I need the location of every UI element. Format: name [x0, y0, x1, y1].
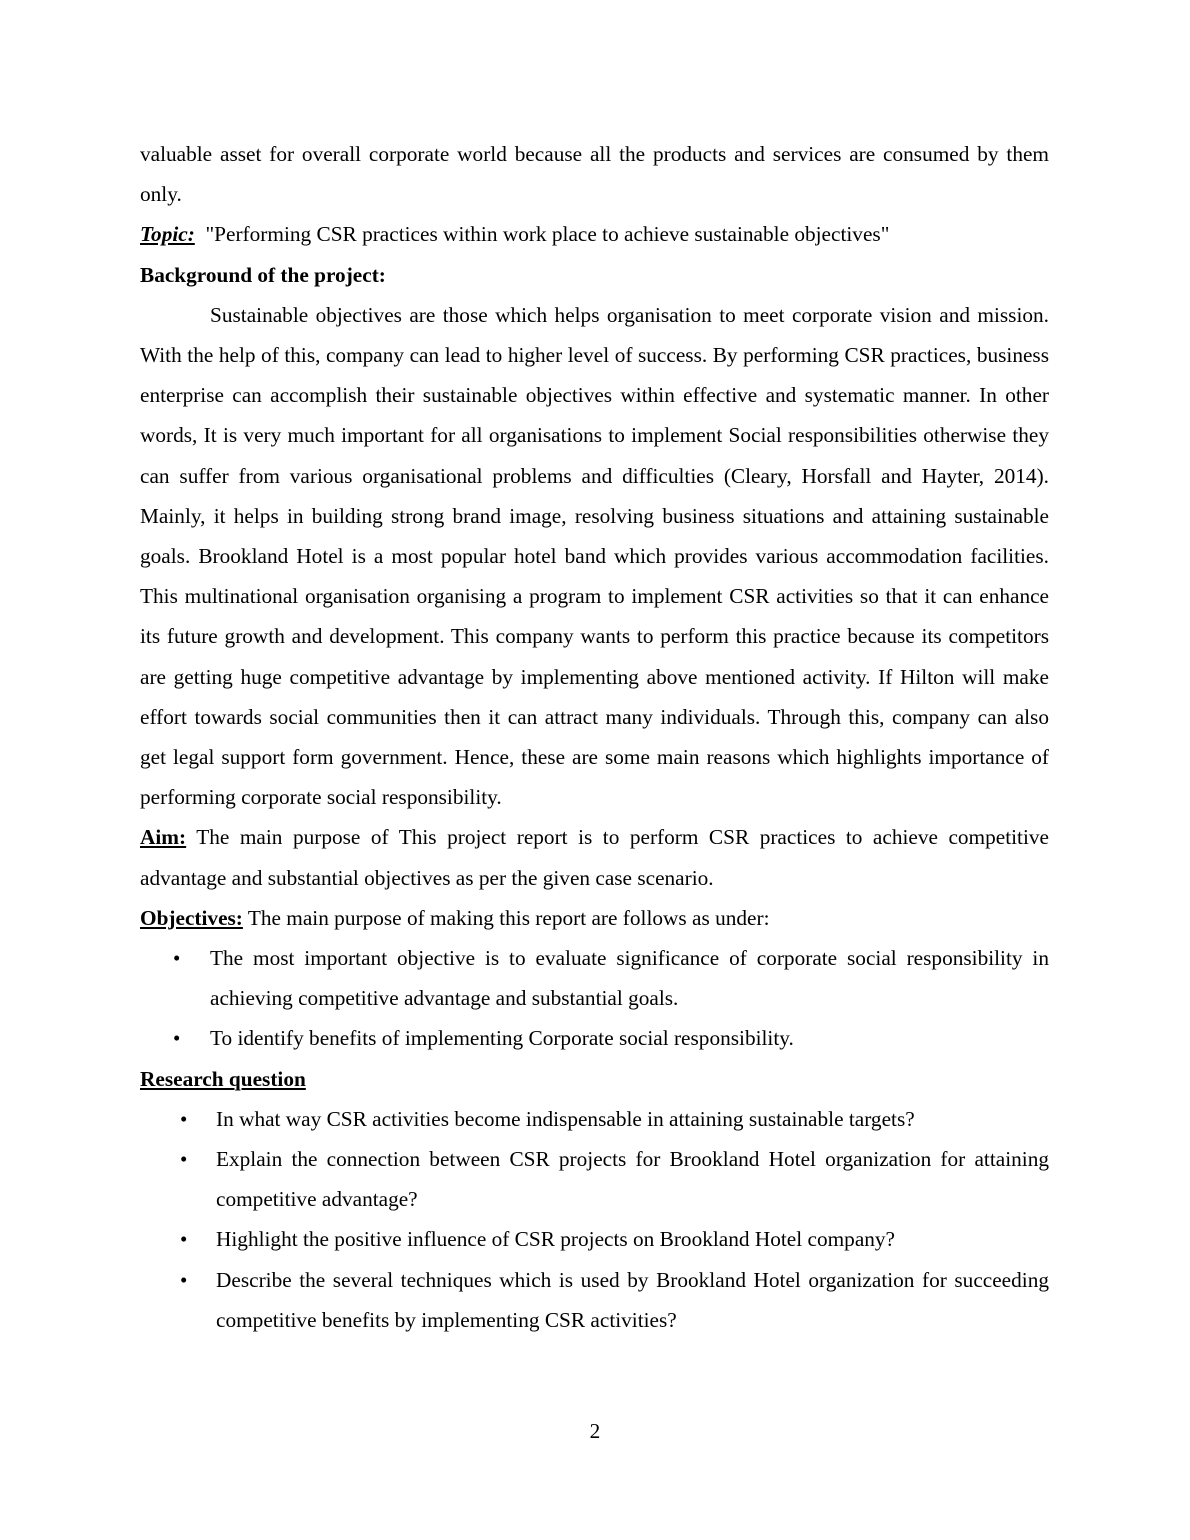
background-paragraph: Sustainable objectives are those which helps organisation to meet corporate vision and mission. With the help of this, company can lead to higher level of success. By performing CSR practices, business enterprise can accomplish their sustainable objectives within effective and systematic manner. In other words, It is very much important for all organisations to implement Social responsibilities otherwise they can suffer from various organisational problems and difficulties (Cleary, Horsfall and Hayter, 2014). Mainly, it helps in building strong brand image, resolving business situations and attaining sustainable goals. Brookland Hotel is a most popular hotel band which provides various accommodation facilities. This multinational organisation organising a program to implement CSR activities so that it can enhance its future growth and development. This company wants to perform this practice because its competitors are getting huge competitive advantage by implementing above mentioned activity. If Hilton will make effort towards social communities then it can attract many individuals. Through this, company can also get legal support form government. Hence, these are some main reasons which highlights importance of performing corporate social responsibility. [140, 302, 1049, 810]
bullet-icon: • [180, 1227, 188, 1252]
bullet-icon: • [180, 1267, 188, 1292]
list-item [140, 1099, 1049, 1139]
aim-label: Aim: [140, 825, 187, 850]
aim-text: The main purpose of This project report is to perform CSR practices to achieve competitive advantage and substantial objectives as per the given case scenario. [140, 825, 1049, 890]
background-heading: Background of the project: [140, 262, 386, 287]
research-questions-list [140, 1099, 1049, 1340]
bullet-icon: • [180, 1147, 188, 1172]
research-heading: Research question [140, 1066, 306, 1091]
research-question-text: In what way CSR activities become indispensable in attaining sustainable targets? [216, 1106, 915, 1131]
list-item [140, 938, 1049, 1018]
bullet-icon: • [173, 946, 181, 971]
list-item [140, 1139, 1049, 1219]
topic-text: "Performing CSR practices within work place to achieve sustainable objectives" [205, 222, 890, 247]
document-body [140, 134, 1049, 1340]
objective-text: The most important objective is to evaluate significance of corporate social responsibility in achieving competitive advantage and substantial goals. [210, 946, 1049, 1011]
topic-line [140, 214, 1049, 254]
list-item [140, 1260, 1049, 1340]
objectives-list [140, 938, 1049, 1059]
aim-paragraph [140, 817, 1049, 897]
list-item [140, 1219, 1049, 1259]
objectives-label: Objectives: [140, 905, 243, 930]
research-question-text: Explain the connection between CSR projects for Brookland Hotel organization for attaining competitive advantage? [216, 1147, 1049, 1212]
objectives-line [140, 898, 1049, 938]
list-item [140, 1018, 1049, 1058]
research-question-text: Highlight the positive influence of CSR projects on Brookland Hotel company? [216, 1227, 896, 1252]
research-question-text: Describe the several techniques which is used by Brookland Hotel organization for succeeding competitive benefits by implementing CSR activities? [216, 1267, 1049, 1332]
objectives-intro: The main purpose of making this report are follows as under: [242, 905, 770, 930]
topic-label: Topic: [140, 222, 195, 247]
objective-text: To identify benefits of implementing Corporate social responsibility. [210, 1026, 794, 1051]
page-number: 2 [589, 1419, 601, 1443]
bullet-icon: • [173, 1026, 181, 1051]
intro-continuation: valuable asset for overall corporate world because all the products and services are consumed by them only. [140, 142, 1049, 207]
bullet-icon: • [180, 1106, 188, 1131]
